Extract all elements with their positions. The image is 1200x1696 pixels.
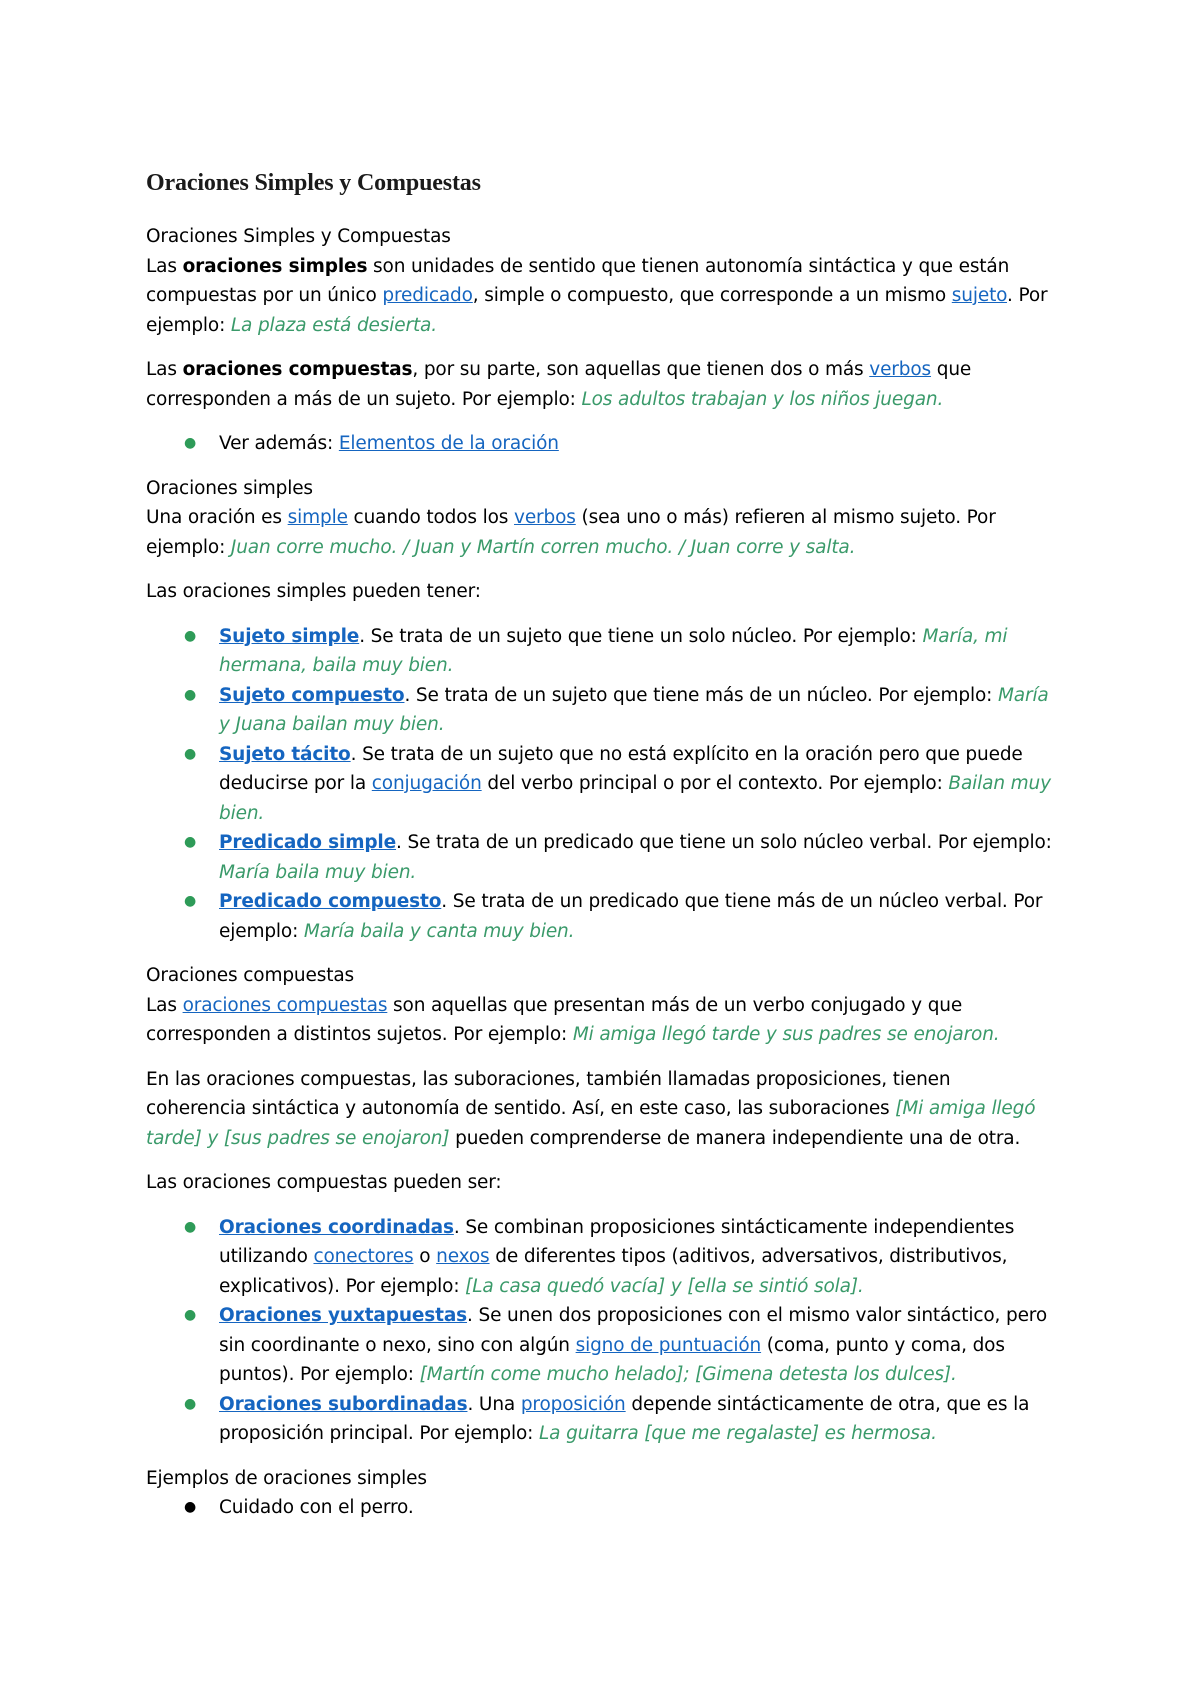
bold-term: oraciones compuestas	[182, 359, 413, 380]
intro-subtitle: Oraciones Simples y Compuestas	[146, 226, 451, 247]
simples-paragraph	[146, 474, 1056, 563]
list-item	[146, 1301, 1056, 1390]
bullet-icon: ●	[184, 745, 197, 762]
text: (coma, punto y coma, dos puntos). Por ejemplo:	[219, 1334, 1005, 1385]
bullet-icon: ●	[184, 435, 197, 451]
example-text: Bailan muy bien.	[219, 773, 1051, 824]
text: pueden comprenderse de manera independiente una de otra.	[449, 1127, 1021, 1149]
link-verbos[interactable]: verbos	[514, 507, 576, 528]
list-item	[146, 1213, 1056, 1302]
intro-paragraph-1	[146, 222, 1056, 340]
text: Cuidado con el perro.	[219, 1497, 414, 1518]
link-conectores[interactable]: conectores	[313, 1246, 414, 1267]
bullet-icon: ●	[184, 834, 197, 850]
example-text: La plaza está desierta.	[230, 314, 437, 336]
list-item	[146, 681, 1056, 740]
list-item	[146, 429, 1056, 459]
bold-term: oraciones simples	[182, 255, 368, 277]
text: . Se trata de un sujeto que tiene un solo núcleo. Por ejemplo:	[359, 625, 923, 647]
compuestas-paragraph-1	[146, 961, 1056, 1050]
link-sujeto[interactable]: sujeto	[951, 285, 1008, 306]
see-also-list	[146, 429, 1056, 459]
link-predicado-compuesto[interactable]: Predicado compuesto	[219, 891, 442, 912]
section-heading: Oraciones simples	[146, 477, 313, 499]
link-predicado-simple[interactable]: Predicado simple	[219, 832, 397, 853]
link-nexos[interactable]: nexos	[436, 1246, 490, 1267]
text: Una oración es	[146, 507, 288, 528]
bullet-icon: ●	[184, 686, 197, 703]
text: . Se unen dos proposiciones con el mismo valor sintáctico, pero sin coordinante o nexo, sino con algún	[219, 1305, 1048, 1356]
example-text: María, mi hermana, baila muy bien.	[219, 625, 1008, 676]
text: (sea uno o más) refieren al mismo sujeto. Por ejemplo:	[146, 507, 996, 558]
ejemplos-section	[146, 1464, 1056, 1523]
text: del verbo principal o por el contexto. Por ejemplo:	[481, 773, 949, 794]
bullet-icon: ●	[184, 1307, 197, 1323]
text: depende sintácticamente de otra, que es la proposición principal. Por ejemplo:	[219, 1393, 1030, 1444]
text: . Se trata de un predicado que tiene más de un núcleo verbal. Por ejemplo:	[219, 891, 1043, 942]
example-text: María baila y canta muy bien.	[303, 920, 575, 942]
bullet-icon: ●	[184, 1499, 197, 1515]
example-text: La guitarra [que me regalaste] es hermosa.	[539, 1423, 937, 1444]
link-elementos-oracion[interactable]: Elementos de la oración	[338, 433, 559, 454]
link-oraciones-yuxtapuestas[interactable]: Oraciones yuxtapuestas	[219, 1305, 468, 1326]
text: son unidades de sentido que tienen autonomía sintáctica y que están compuestas por un único	[146, 255, 1010, 306]
link-signo-puntuacion[interactable]: signo de puntuación	[575, 1334, 762, 1356]
section-heading: Ejemplos de oraciones simples	[146, 1467, 427, 1489]
bullet-icon: ●	[184, 1218, 197, 1235]
document-title: Oraciones Simples y Compuestas	[146, 170, 481, 196]
text: , simple o compuesto, que corresponde a un mismo	[472, 285, 952, 306]
list-item	[146, 740, 1056, 829]
example-text: [La casa quedó vacía] y [ella se sintió sola].	[465, 1275, 864, 1297]
link-conjugacion[interactable]: conjugación	[371, 773, 482, 794]
compuestas-list	[146, 1213, 1056, 1449]
compuestas-paragraph-2	[146, 1065, 1056, 1154]
link-verbos[interactable]: verbos	[869, 359, 932, 380]
text: Las	[146, 359, 183, 380]
text: . Por ejemplo:	[146, 285, 1048, 336]
link-sujeto-tacito[interactable]: Sujeto tácito	[219, 743, 351, 765]
example-text: Mi amiga llegó tarde y sus padres se enojaron.	[572, 1024, 1000, 1045]
link-sujeto-compuesto[interactable]: Sujeto compuesto	[219, 684, 405, 706]
ejemplos-list	[146, 1493, 1056, 1523]
text: . Una	[467, 1393, 521, 1415]
list-item	[146, 887, 1056, 946]
link-predicado[interactable]: predicado	[382, 285, 473, 306]
bullet-icon: ●	[184, 893, 197, 909]
text: Las	[146, 255, 183, 277]
example-text: Los adultos trabajan y los niños juegan.	[581, 388, 944, 410]
example-text: Juan corre mucho. / Juan y Martín corren mucho. / Juan corre y salta.	[230, 536, 856, 558]
link-proposicion[interactable]: proposición	[520, 1393, 626, 1415]
document-page	[146, 168, 1056, 1538]
text: cuando todos los	[347, 507, 515, 528]
link-sujeto-simple[interactable]: Sujeto simple	[219, 625, 360, 647]
text: . Se trata de un sujeto que no está explícito en la oración pero que puede deducirse por la	[219, 743, 1023, 794]
bullet-icon: ●	[184, 627, 197, 644]
link-oraciones-compuestas[interactable]: oraciones compuestas	[182, 994, 388, 1016]
example-text: María baila muy bien.	[219, 861, 417, 883]
text: . Se combinan proposiciones sintácticamente independientes utilizando	[219, 1216, 1015, 1267]
example-text: [Mi amiga llegó tarde] y [sus padres se enojaron]	[146, 1098, 1036, 1149]
simples-list-intro: Las oraciones simples pueden tener:	[146, 581, 481, 602]
text: En las oraciones compuestas, las suboraciones, también llamadas proposiciones, tienen coherencia sintáctica y autonomía de sentido. Así, en este caso, las suboraciones	[146, 1068, 951, 1119]
link-oraciones-coordinadas[interactable]: Oraciones coordinadas	[219, 1216, 454, 1238]
text: son aquellas que presentan más de un verbo conjugado y que corresponden a distintos sujetos. Por ejemplo:	[146, 994, 963, 1045]
text: , por su parte, son aquellas que tienen dos o más	[412, 359, 870, 380]
list-item	[146, 1390, 1056, 1449]
text: Las	[146, 994, 183, 1016]
example-text: María y Juana bailan muy bien.	[219, 684, 1049, 735]
compuestas-list-intro: Las oraciones compuestas pueden ser:	[146, 1172, 502, 1193]
link-oraciones-subordinadas[interactable]: Oraciones subordinadas	[219, 1393, 468, 1415]
section-heading: Oraciones compuestas	[146, 965, 354, 986]
simples-list	[146, 622, 1056, 947]
list-item	[146, 622, 1056, 681]
list-item	[146, 828, 1056, 887]
list-item	[146, 1493, 1056, 1523]
link-simple[interactable]: simple	[287, 507, 348, 528]
text: . Se trata de un predicado que tiene un solo núcleo verbal. Por ejemplo:	[396, 832, 1052, 853]
intro-paragraph-2	[146, 355, 1056, 414]
text: o	[413, 1246, 437, 1267]
bullet-icon: ●	[184, 1395, 197, 1412]
text: . Se trata de un sujeto que tiene más de un núcleo. Por ejemplo:	[404, 684, 998, 706]
text: de diferentes tipos (aditivos, adversativos, distributivos, explicativos). Por ejemplo:	[219, 1246, 1008, 1297]
text: Ver además:	[219, 433, 339, 454]
example-text: [Martín come mucho helado]; [Gimena detesta los dulces].	[419, 1364, 957, 1385]
text: que corresponden a más de un sujeto. Por ejemplo:	[146, 359, 972, 410]
